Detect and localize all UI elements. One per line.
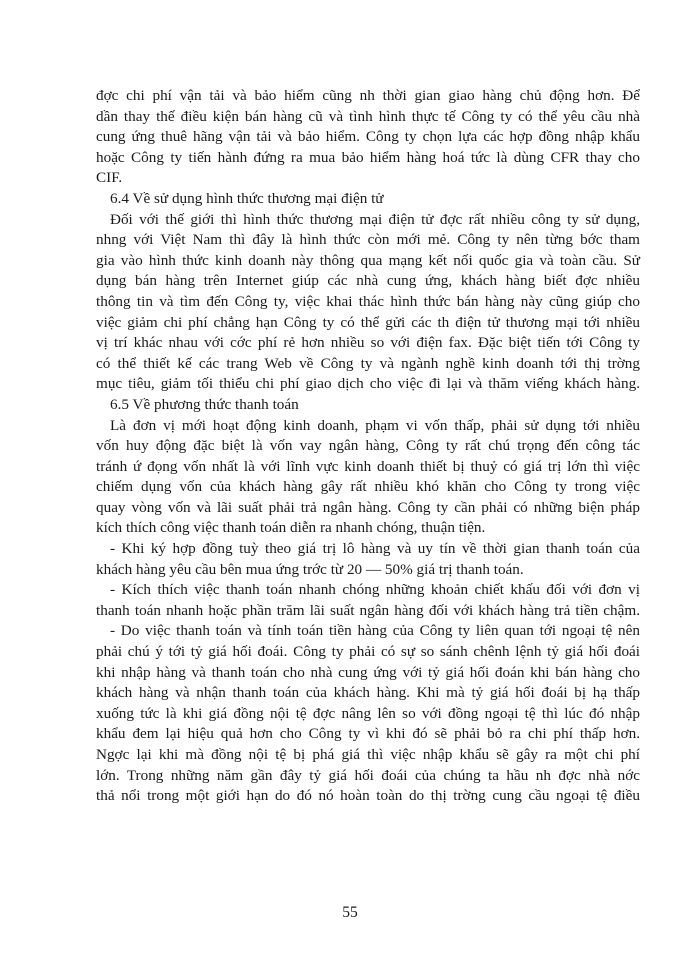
text-line: nhng với Việt Nam thì đây là hình thức còn mới mẻ. Công ty nên từng bớc tham [96,231,640,249]
text-line: khách hàng yêu cầu bên mua ứng trớc từ 20 — 50% giá trị thanh toán. [96,560,524,578]
text-line: dụng bán hàng trên Internet giúp các nhà cung ứng, khách hàng biết đợc nhiều [96,272,640,290]
text-line: gia vào hình thức kinh doanh này thông qua mạng kết nối quốc gia và toàn cầu. Sử [96,251,640,269]
text-line: CIF. [96,169,123,187]
text-line: quay vòng vốn và lãi suất phải trả ngân hàng. Công ty cần phải có những biện pháp [96,498,640,516]
text-line: cung ứng thuê hãng vận tải và bảo hiểm. Công ty chọn lựa các hợp đồng nhập khẩu [96,128,640,146]
text-line: mục tiêu, giảm tối thiểu chi phí giao dịch cho việc đi lại và thăm viếng khách hàng. [96,375,640,393]
text-line: 6.5 Về phương thức thanh toán [110,395,299,413]
text-line: khi nhập hàng và thanh toán cho nhà cung ứng với tỷ giá hối đoán khi bán hàng cho [96,663,640,681]
text-line: thả nổi trong một giới hạn do đó nó hoàn toàn do thị trờng cung cầu ngoại tệ điều [96,787,640,805]
page-number: 55 [342,904,358,921]
text-line: - Kích thích việc thanh toán nhanh chóng những khoản chiết khấu đối với đơn vị [110,581,640,599]
text-line: Ngợc lại khi mà đồng nội tệ bị phá giá thì việc nhập khẩu sẽ gây ra một chi phí [96,746,640,763]
text-line: xuống tức là khi giá đồng nội tệ đợc nâng lên so với đồng ngoại tệ thì lúc đó nhập [96,704,640,722]
text-line: đợc chi phí vận tải và bảo hiểm cũng nh thời gian giao hàng chủ động hơn. Để [96,87,640,104]
text-line: phải chú ý tới tỷ giá hối đoái. Công ty phải có sự so sánh chênh lệnh tỷ giá hối đoái [96,643,640,661]
text-line: có thể thiết kế các trang Web về Công ty và ngành nghề kinh doanh tới thị trờng [96,354,640,372]
text-line: vốn huy động đặc biệt là vốn vay ngân hàng, Công ty rất chú trọng đến công tác [96,437,640,455]
text-line: vị trí khác nhau với cớc phí rẻ hơn nhiều so với điện fax. Đặc biệt tiến tới Công ty [96,334,640,352]
text-line: Đối với thế giới thì hình thức thương mại điện tử đợc rất nhiều công ty sử dụng, [110,210,640,228]
text-line: kích thích công việc thanh toán diễn ra nhanh chóng, thuận tiện. [96,519,486,537]
text-line: - Do việc thanh toán và tính toán tiền hàng của Công ty liên quan tới ngoại tệ nên [110,622,640,640]
text-line: 6.4 Về sử dụng hình thức thương mại điện tử [110,189,384,207]
body-text [96,86,640,807]
text-line: tránh ứ đọng vốn nhất là với lĩnh vực kinh doanh thiết bị thuỷ có giá trị lớn thì việc [96,457,640,475]
text-line: việc giảm chi phí chẳng hạn Công ty có thể gửi các th điện tử thương mại tới nhiều [96,313,640,331]
text-line: - Khi ký hợp đồng tuỳ theo giá trị lô hàng và uy tín về thời gian thanh toán của [110,540,640,558]
text-line: Là đơn vị mới hoạt động kinh doanh, phạm vi vốn thấp, phải sử dụng tới nhiều [110,416,640,434]
text-line: khẩu đem lại hiệu quả hơn cho Công ty vì khi đó sẽ phải bỏ ra chi phí thấp hơn. [96,725,640,743]
text-line: hoặc Công ty tiến hành đứng ra mua bảo hiểm hàng hoá tức là dùng CFR thay cho [96,148,640,166]
text-line: lớn. Trong những năm gần đây tỷ giá hối đoái của chúng ta hầu nh đợc nhà nớc [96,766,640,784]
text-line: thông tin và tìm đến Công ty, việc khai thác hình thức bán hàng này cũng giúp cho [96,292,640,310]
text-line: thanh toán nhanh hoặc phần trăm lãi suất ngân hàng đối với khách hàng trả tiền chậm. [96,601,640,619]
text-line: dần thay thế điều kiện bán hàng cũ và tình hình thực tế Công ty có thể yêu cầu nhà [96,107,640,125]
text-line: khách hàng và nhận thanh toán của khách hàng. Khi mà tỷ giá hối đoái bị hạ thấp [96,684,640,702]
text-line: chiếm dụng vốn của khách hàng gây rất nhiều khó khăn cho Công ty trong việc [96,478,640,496]
